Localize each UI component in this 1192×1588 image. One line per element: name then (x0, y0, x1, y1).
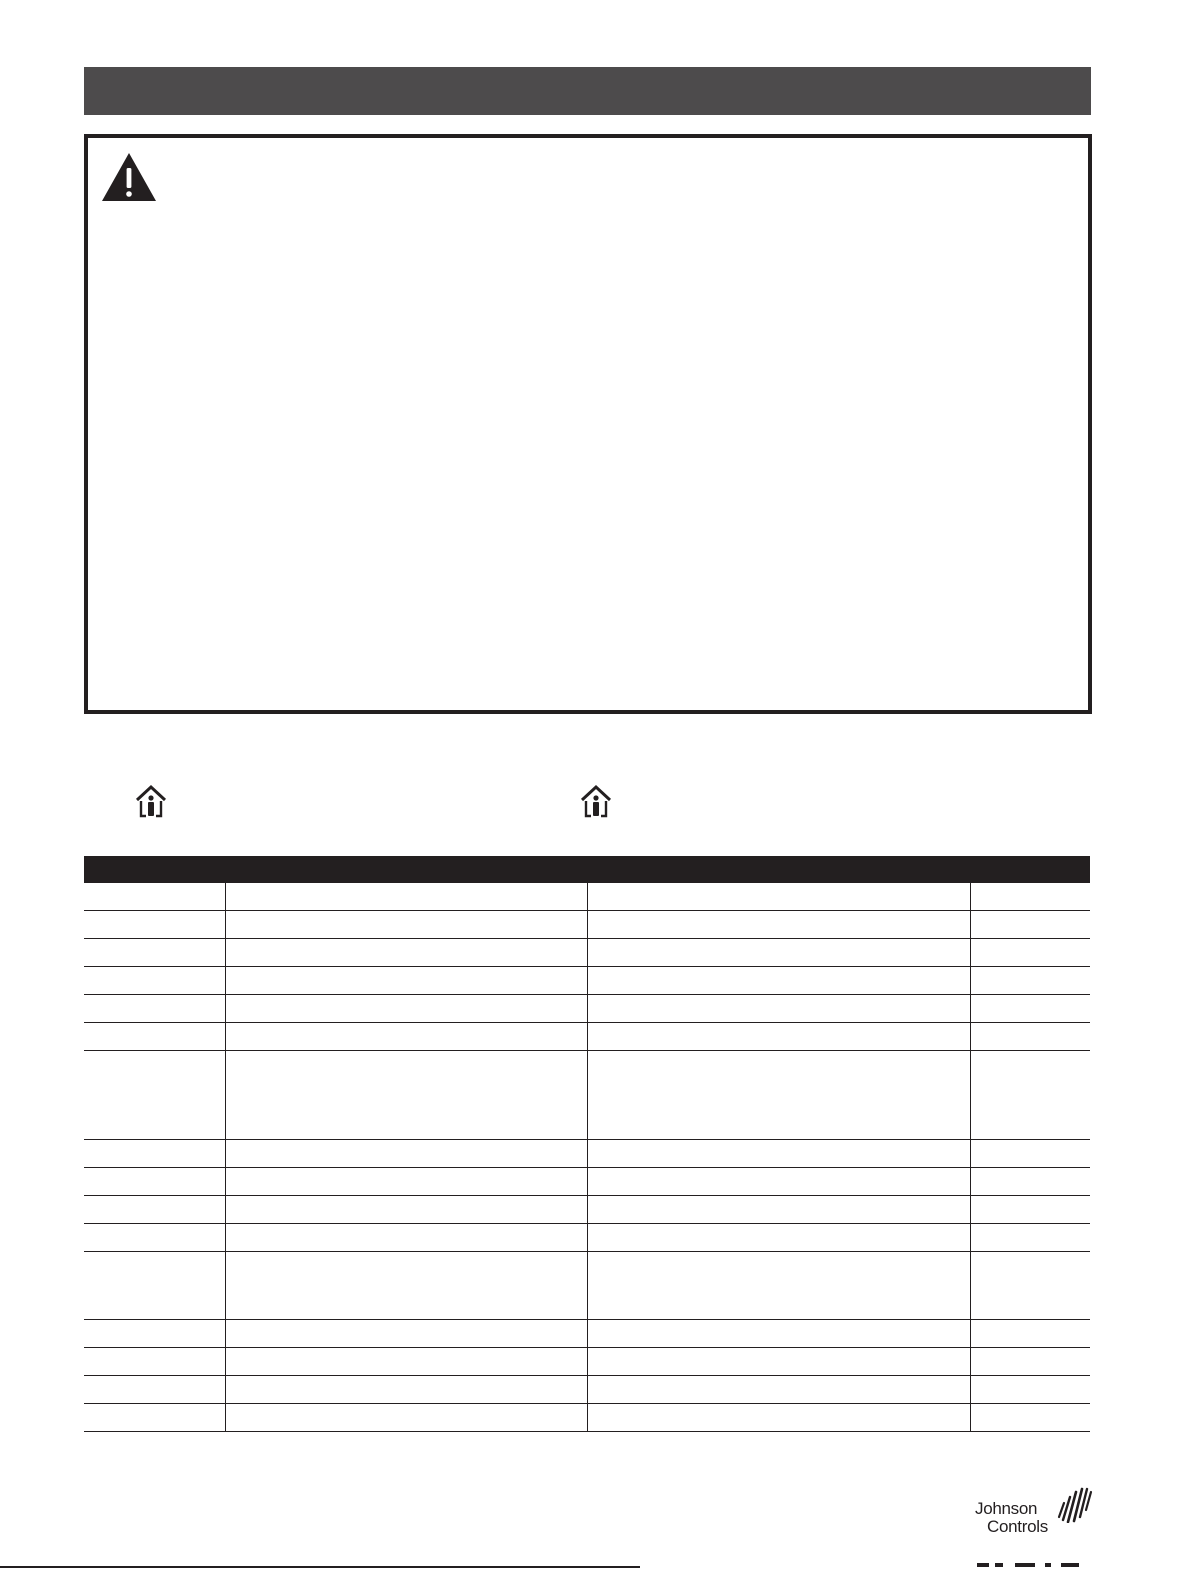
table-row (84, 1023, 1090, 1051)
table-cell (970, 1168, 1090, 1195)
table-cell (84, 939, 225, 966)
table-cell (225, 1196, 587, 1223)
table-cell (225, 1404, 587, 1431)
table-cell (84, 1168, 225, 1195)
table-cell (225, 1224, 587, 1251)
table-cell (970, 1224, 1090, 1251)
table-cell (587, 1376, 970, 1403)
table-cell (225, 883, 587, 910)
table-cell (84, 1252, 225, 1319)
table-row (84, 883, 1090, 911)
table-cell (587, 1320, 970, 1347)
table-cell (84, 911, 225, 938)
table-cell (970, 1348, 1090, 1375)
section-header-bar (84, 67, 1091, 115)
footer-page-marks (975, 1561, 1085, 1569)
table-cell (84, 967, 225, 994)
table-cell (970, 1140, 1090, 1167)
table-cell (84, 883, 225, 910)
table-cell (587, 1023, 970, 1050)
table-cell (225, 1051, 587, 1139)
table-cell (587, 911, 970, 938)
table-cell (84, 995, 225, 1022)
warning-triangle-icon (100, 151, 158, 203)
table-cell (970, 1252, 1090, 1319)
footer-rule (0, 1566, 640, 1568)
table-cell (84, 1196, 225, 1223)
table-cell (84, 1140, 225, 1167)
table-row (84, 967, 1090, 995)
johnson-controls-logo (972, 1483, 1094, 1539)
table-cell (225, 967, 587, 994)
table-cell (225, 939, 587, 966)
table-cell (225, 1168, 587, 1195)
table-cell (84, 1376, 225, 1403)
table-cell (970, 939, 1090, 966)
table-cell (587, 1404, 970, 1431)
table-cell (587, 1252, 970, 1319)
table-cell (587, 1224, 970, 1251)
table-cell (970, 1051, 1090, 1139)
table-row (84, 1196, 1090, 1224)
table-row (84, 1051, 1090, 1140)
home-person-icon (578, 783, 614, 819)
home-person-icon (133, 783, 169, 819)
table-row (84, 939, 1090, 967)
table-cell (970, 1320, 1090, 1347)
table-cell (225, 1252, 587, 1319)
table-cell (587, 1140, 970, 1167)
table-cell (225, 1348, 587, 1375)
table-cell (587, 995, 970, 1022)
table-cell (225, 1376, 587, 1403)
table-cell (84, 1051, 225, 1139)
table-cell (84, 1224, 225, 1251)
table-cell (225, 995, 587, 1022)
table-cell (225, 1320, 587, 1347)
table-cell (587, 939, 970, 966)
table-row (84, 1404, 1090, 1432)
table-cell (587, 1196, 970, 1223)
table-row (84, 1224, 1090, 1252)
table-row (84, 995, 1090, 1023)
table-row (84, 1348, 1090, 1376)
table-cell (225, 911, 587, 938)
table-row (84, 911, 1090, 939)
table-cell (970, 911, 1090, 938)
table-cell (587, 1168, 970, 1195)
logo-text-line2: Controls (987, 1517, 1048, 1536)
table-cell (84, 1023, 225, 1050)
table-cell (225, 1023, 587, 1050)
table-row (84, 1140, 1090, 1168)
table-cell (970, 1404, 1090, 1431)
table-cell (970, 995, 1090, 1022)
table-cell (970, 1196, 1090, 1223)
table-cell (587, 1348, 970, 1375)
table-cell (84, 1348, 225, 1375)
table-cell (587, 967, 970, 994)
johnson-controls-logo-icon (1056, 1483, 1094, 1523)
table-cell (587, 1051, 970, 1139)
table-cell (970, 883, 1090, 910)
table-cell (587, 883, 970, 910)
parts-table (84, 883, 1090, 1432)
table-cell (970, 1023, 1090, 1050)
logo-text-line1: Johnson (975, 1499, 1038, 1518)
warning-box (84, 134, 1092, 714)
table-row (84, 1168, 1090, 1196)
table-row (84, 1252, 1090, 1320)
table-cell (84, 1320, 225, 1347)
table-cell (970, 1376, 1090, 1403)
table-cell (225, 1140, 587, 1167)
table-cell (970, 967, 1090, 994)
table-header-bar (84, 856, 1090, 883)
table-row (84, 1320, 1090, 1348)
table-cell (84, 1404, 225, 1431)
table-row (84, 1376, 1090, 1404)
